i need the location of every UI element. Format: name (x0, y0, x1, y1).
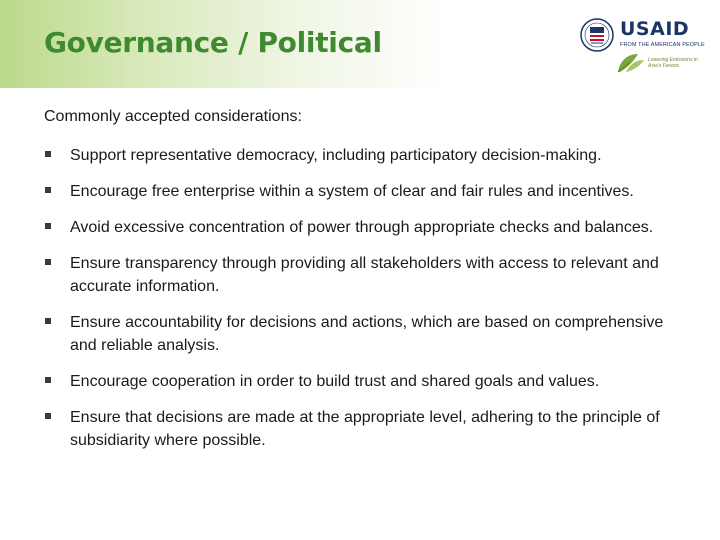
list-item (44, 406, 694, 452)
list-item (44, 252, 694, 298)
list-item (44, 144, 694, 167)
list-item (44, 370, 694, 393)
logo-group (580, 14, 710, 74)
bullet-marker-icon (44, 144, 70, 159)
leaf-tagline: Lowering Emissions in Asia's Forests (648, 57, 698, 69)
bullet-marker-icon (44, 216, 70, 231)
bullet-text: Support representative democracy, including participatory decision-making. (70, 147, 602, 164)
bullet-text: Ensure that decisions are made at the appropriate level, adhering to the principle of subsidiarity where possible. (70, 409, 660, 449)
bullet-marker-icon (44, 252, 70, 267)
lead-text: Commonly accepted considerations: (44, 108, 302, 125)
list-item (44, 216, 694, 239)
slide-content (44, 108, 694, 465)
bullet-text: Avoid excessive concentration of power through appropriate checks and balances. (70, 219, 654, 236)
list-item (44, 311, 694, 357)
bullet-text: Ensure accountability for decisions and actions, which are based on comprehensive and reliable analysis. (70, 314, 664, 354)
usaid-tagline: FROM THE AMERICAN PEOPLE (620, 42, 705, 48)
usaid-wordmark: USAID (620, 18, 690, 40)
bullet-marker-icon (44, 406, 70, 421)
leaf-logo-icon (616, 52, 646, 74)
slide-title: Governance / Political (44, 26, 382, 59)
bullet-text: Ensure transparency through providing all stakeholders with access to relevant and accurate information. (70, 255, 659, 295)
bullet-marker-icon (44, 370, 70, 385)
list-item (44, 180, 694, 203)
bullet-text: Encourage free enterprise within a system of clear and fair rules and incentives. (70, 183, 634, 200)
bullet-marker-icon (44, 180, 70, 195)
bullet-text: Encourage cooperation in order to build trust and shared goals and values. (70, 373, 600, 390)
bullet-marker-icon (44, 311, 70, 326)
bullet-list (44, 144, 694, 452)
usaid-seal-icon (580, 18, 614, 52)
